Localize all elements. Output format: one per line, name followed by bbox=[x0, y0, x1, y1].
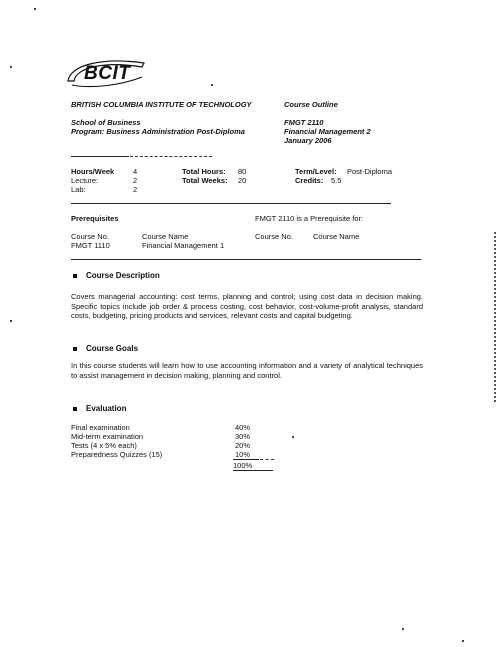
term-value: Post-Diploma bbox=[347, 167, 393, 176]
eval-item-value: 10% bbox=[235, 450, 251, 459]
scan-speck bbox=[402, 628, 404, 630]
total-weeks-value: 20 bbox=[238, 176, 247, 185]
prereq-row-course-name: Financial Management 1 bbox=[142, 241, 225, 250]
institute-name: BRITISH COLUMBIA INSTITUTE OF TECHNOLOGY bbox=[71, 100, 252, 109]
goals-text: In this course students will learn how to use accounting information and a variety of analytical techniques to assist management in decision making, planning and control. bbox=[71, 361, 423, 380]
course-name: Financial Management 2 bbox=[284, 127, 371, 136]
evaluation-title: Evaluation bbox=[86, 404, 127, 413]
eval-item-value: 20% bbox=[235, 441, 251, 450]
total-hours-value: 80 bbox=[238, 167, 247, 176]
prereq-col-course-name-2: Course Name bbox=[313, 232, 360, 241]
prereq-title: Prerequisites bbox=[71, 214, 119, 223]
description-text: Covers managerial accounting: cost terms, planning and control; using cost data in decision making. Specific topics include job order & process costing, cost behavior, cost-volume-profit analysis, standard costs, budgeting, pricing products and services, relevant costs and capital budgeting. bbox=[71, 292, 423, 321]
scan-edge-marks bbox=[494, 232, 496, 402]
hours-rule bbox=[71, 203, 391, 204]
eval-item-label: Mid-term examination bbox=[71, 432, 144, 441]
prereq-row-course-no: FMGT 1110 bbox=[71, 241, 110, 250]
prereq-col-course-name: Course Name bbox=[142, 232, 189, 241]
prereq-col-course-no-2: Course No. bbox=[255, 232, 293, 241]
lab-value: 2 bbox=[133, 185, 138, 194]
eval-total: 100% bbox=[233, 461, 253, 470]
hours-week-label: Hours/Week bbox=[71, 167, 115, 176]
lecture-label: Lecture: bbox=[71, 176, 99, 185]
eval-item-label: Preparedness Quizzes (15) bbox=[71, 450, 163, 459]
lab-label: Lab: bbox=[71, 185, 86, 194]
prereq-rule bbox=[71, 259, 421, 260]
total-hours-label: Total Hours: bbox=[182, 167, 226, 176]
term-label: Term/Level: bbox=[295, 167, 337, 176]
eval-item-label: Tests (4 x 5% each) bbox=[71, 441, 137, 450]
total-weeks-label: Total Weeks: bbox=[182, 176, 228, 185]
logo-text: BCIT bbox=[84, 63, 131, 84]
course-code: FMGT 2110 bbox=[284, 118, 324, 127]
eval-item-value: 40% bbox=[235, 423, 251, 432]
scan-speck bbox=[10, 66, 12, 68]
description-title: Course Description bbox=[86, 271, 160, 280]
bullet-icon bbox=[73, 347, 77, 351]
eval-item-label: Final examination bbox=[71, 423, 130, 432]
prereq-col-course-no: Course No. bbox=[71, 232, 109, 241]
hours-week-value: 4 bbox=[133, 167, 138, 176]
goals-title: Course Goals bbox=[86, 344, 139, 353]
scan-speck bbox=[462, 640, 464, 642]
scan-speck bbox=[292, 436, 294, 438]
total-underline bbox=[233, 470, 273, 471]
header-rule-dashed bbox=[130, 156, 212, 157]
program-name: Program: Business Administration Post-Diploma bbox=[71, 127, 245, 136]
lecture-value: 2 bbox=[133, 176, 138, 185]
scan-speck bbox=[34, 8, 36, 10]
scan-speck bbox=[10, 320, 12, 322]
bcit-logo bbox=[62, 55, 152, 93]
bullet-icon bbox=[73, 274, 77, 278]
total-rule bbox=[233, 459, 259, 460]
credits-value: 5.5 bbox=[331, 176, 342, 185]
header-rule bbox=[71, 156, 129, 157]
prereq-note: FMGT 2110 is a Prerequisite for: bbox=[255, 214, 364, 223]
total-rule-dashed bbox=[260, 459, 274, 460]
scan-speck bbox=[211, 84, 213, 86]
course-date: January 2006 bbox=[284, 136, 332, 145]
school-name: School of Business bbox=[71, 118, 141, 127]
eval-item-value: 30% bbox=[235, 432, 251, 441]
doc-type: Course Outline bbox=[284, 100, 338, 109]
bullet-icon bbox=[73, 407, 77, 411]
credits-label: Credits: bbox=[295, 176, 324, 185]
